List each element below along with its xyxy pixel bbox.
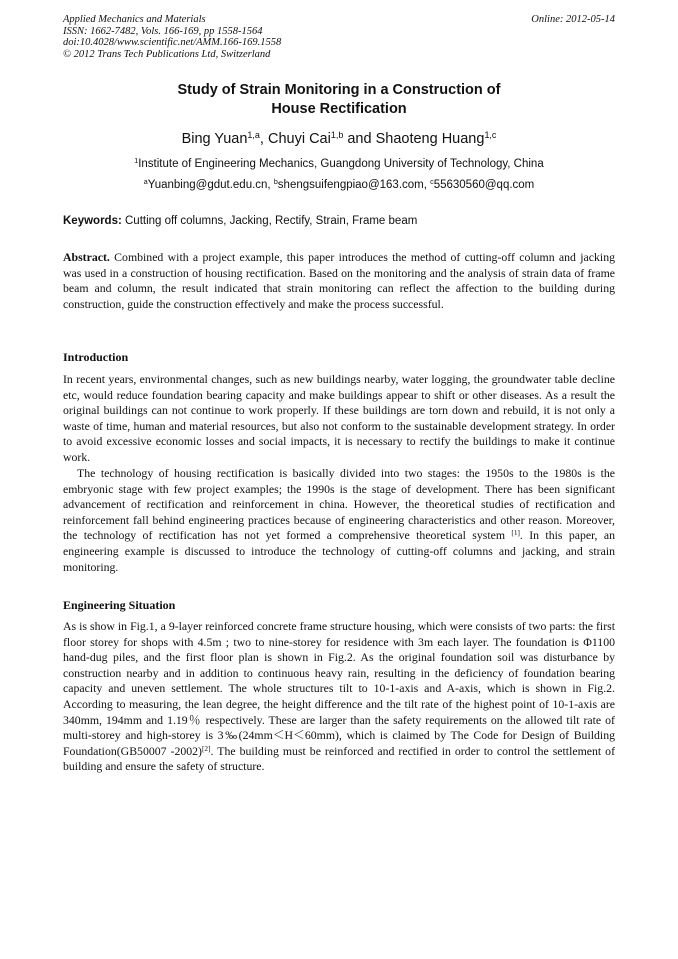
- affiliation: [63, 157, 615, 172]
- title-line-2: House Rectification: [271, 101, 407, 117]
- author-3: Shaoteng Huang: [375, 131, 485, 147]
- abstract-label: Abstract.: [63, 250, 110, 264]
- online-date: Online: 2012-05-14: [531, 14, 615, 25]
- citation-1: [1]: [511, 528, 520, 538]
- abstract-text: Combined with a project example, this paper introduces the method of cutting-off column and jacking was used in a construction of housing rectification. Based on the monitoring and the analysis of strain data of frame beam and column, the result indicated that strain monitoring can reflect the affection to the building during construction, guide the construction effectively and make the process successful.: [63, 250, 615, 311]
- keywords-text: Cutting off columns, Jacking, Rectify, Strain, Frame beam: [121, 215, 418, 227]
- author-1-affil: 1,a: [247, 130, 260, 141]
- email-2-marker: b: [273, 178, 278, 187]
- eng-p1-text: As is show in Fig.1, a 9-layer reinforced concrete frame structure housing, which were consists of two parts: the first floor storey for shops with 4.5m ; two to nine-storey for residence with 3m each layer. The foundation is Φ1100 hand-dug piles, and the first floor plan is shown in Fig.2. As the original foundation soil was disturbance by construction nearby and in addition to continuous heavy rain, resulting in the deficiency of foundation bearing capacity and uneven settlement. The whole structures tilt to 10-1-axis and A-axis, which is shown in Fig.2. According to measuring, the lean degree, the height difference and the tilt rate of the highest point of 10-1-axis are 340mm, 194mm and 1.19％ respectively. These are larger than the safety requirements on the allowed tilt rate of multi-storey and high-storey is 3‰(24mm＜H＜60mm), which is claimed by The Code for Design of Building Foundation(GB50007 -2002): [63, 619, 615, 758]
- author-1: Bing Yuan: [181, 131, 248, 147]
- engineering-situation-paragraph: [63, 619, 615, 775]
- author-3-affil: 1,c: [484, 130, 497, 141]
- affiliation-text: Institute of Engineering Mechanics, Guangdong University of Technology, China: [138, 158, 544, 170]
- introduction-heading: Introduction: [63, 350, 129, 364]
- author-list: [63, 130, 615, 148]
- intro-p2-text: The technology of housing rectification is basically divided into two stages: the 1950s to the 1980s is the embryonic stage with few project examples; the 1990s is the stage of development. There has been significant advancement of rectification and reinforcement in china. However, the theoretical studies of rectification and reinforcement fall behind engineering practices because of engineering characteristics and other reason. Moreover, the technology of rectification has not yet formed a comprehensive theoretical system: [63, 466, 615, 543]
- author-emails: [63, 178, 615, 193]
- author-separator: ,: [259, 131, 268, 147]
- journal-header: [63, 14, 615, 60]
- issn-line: ISSN: 1662-7482, Vols. 166-169, pp 1558-1564: [63, 25, 263, 37]
- abstract: [63, 250, 615, 312]
- email-3: 55630560@qq.com: [433, 179, 535, 191]
- keywords: [63, 214, 615, 229]
- citation-2: [2]: [202, 743, 211, 753]
- intro-p2-text-end: . In this paper, an engineering example is discussed to introduce the technology of cutting-off columns and jacking, and strain monitoring.: [63, 528, 615, 574]
- keywords-label: Keywords:: [63, 215, 122, 227]
- introduction-paragraph-2: [63, 466, 615, 575]
- paper-title: [63, 81, 615, 119]
- engineering-situation-heading: Engineering Situation: [63, 598, 176, 612]
- email-3-marker: c: [430, 178, 434, 187]
- journal-name: Applied Mechanics and Materials: [63, 14, 206, 25]
- doi-line: doi:10.4028/www.scientific.net/AMM.166-169.1558: [63, 37, 282, 48]
- eng-p1-text-end: . The building must be reinforced and rectified in order to control the settlement of building and ensure the safety of structure.: [63, 743, 615, 774]
- title-line-1: Study of Strain Monitoring in a Construction of: [177, 82, 501, 98]
- author-separator: and: [343, 131, 376, 147]
- author-2: Chuyi Cai: [267, 131, 331, 147]
- email-1-marker: a: [143, 178, 148, 187]
- email-1: Yuanbing@gdut.edu.cn,: [147, 179, 274, 191]
- email-2: shengsuifengpiao@163.com,: [277, 179, 431, 191]
- author-2-affil: 1,b: [330, 130, 344, 141]
- introduction-paragraph-1: In recent years, environmental changes, such as new buildings nearby, water logging, the groundwater table decline etc, would reduce foundation bearing capacity and make buildings appear to shift or other diseases. As a result the original buildings can not continue to work properly. If these buildings are torn down and rebuild, it is not only a waste of time, human and material resources, but also not conform to the sustainable development strategy. In order to avoid excessive economic losses and social impacts, it is necessary to rectify the buildings to make it continue work.: [63, 372, 615, 464]
- affiliation-marker: 1: [134, 157, 139, 166]
- copyright-line: © 2012 Trans Tech Publications Ltd, Switzerland: [63, 48, 271, 60]
